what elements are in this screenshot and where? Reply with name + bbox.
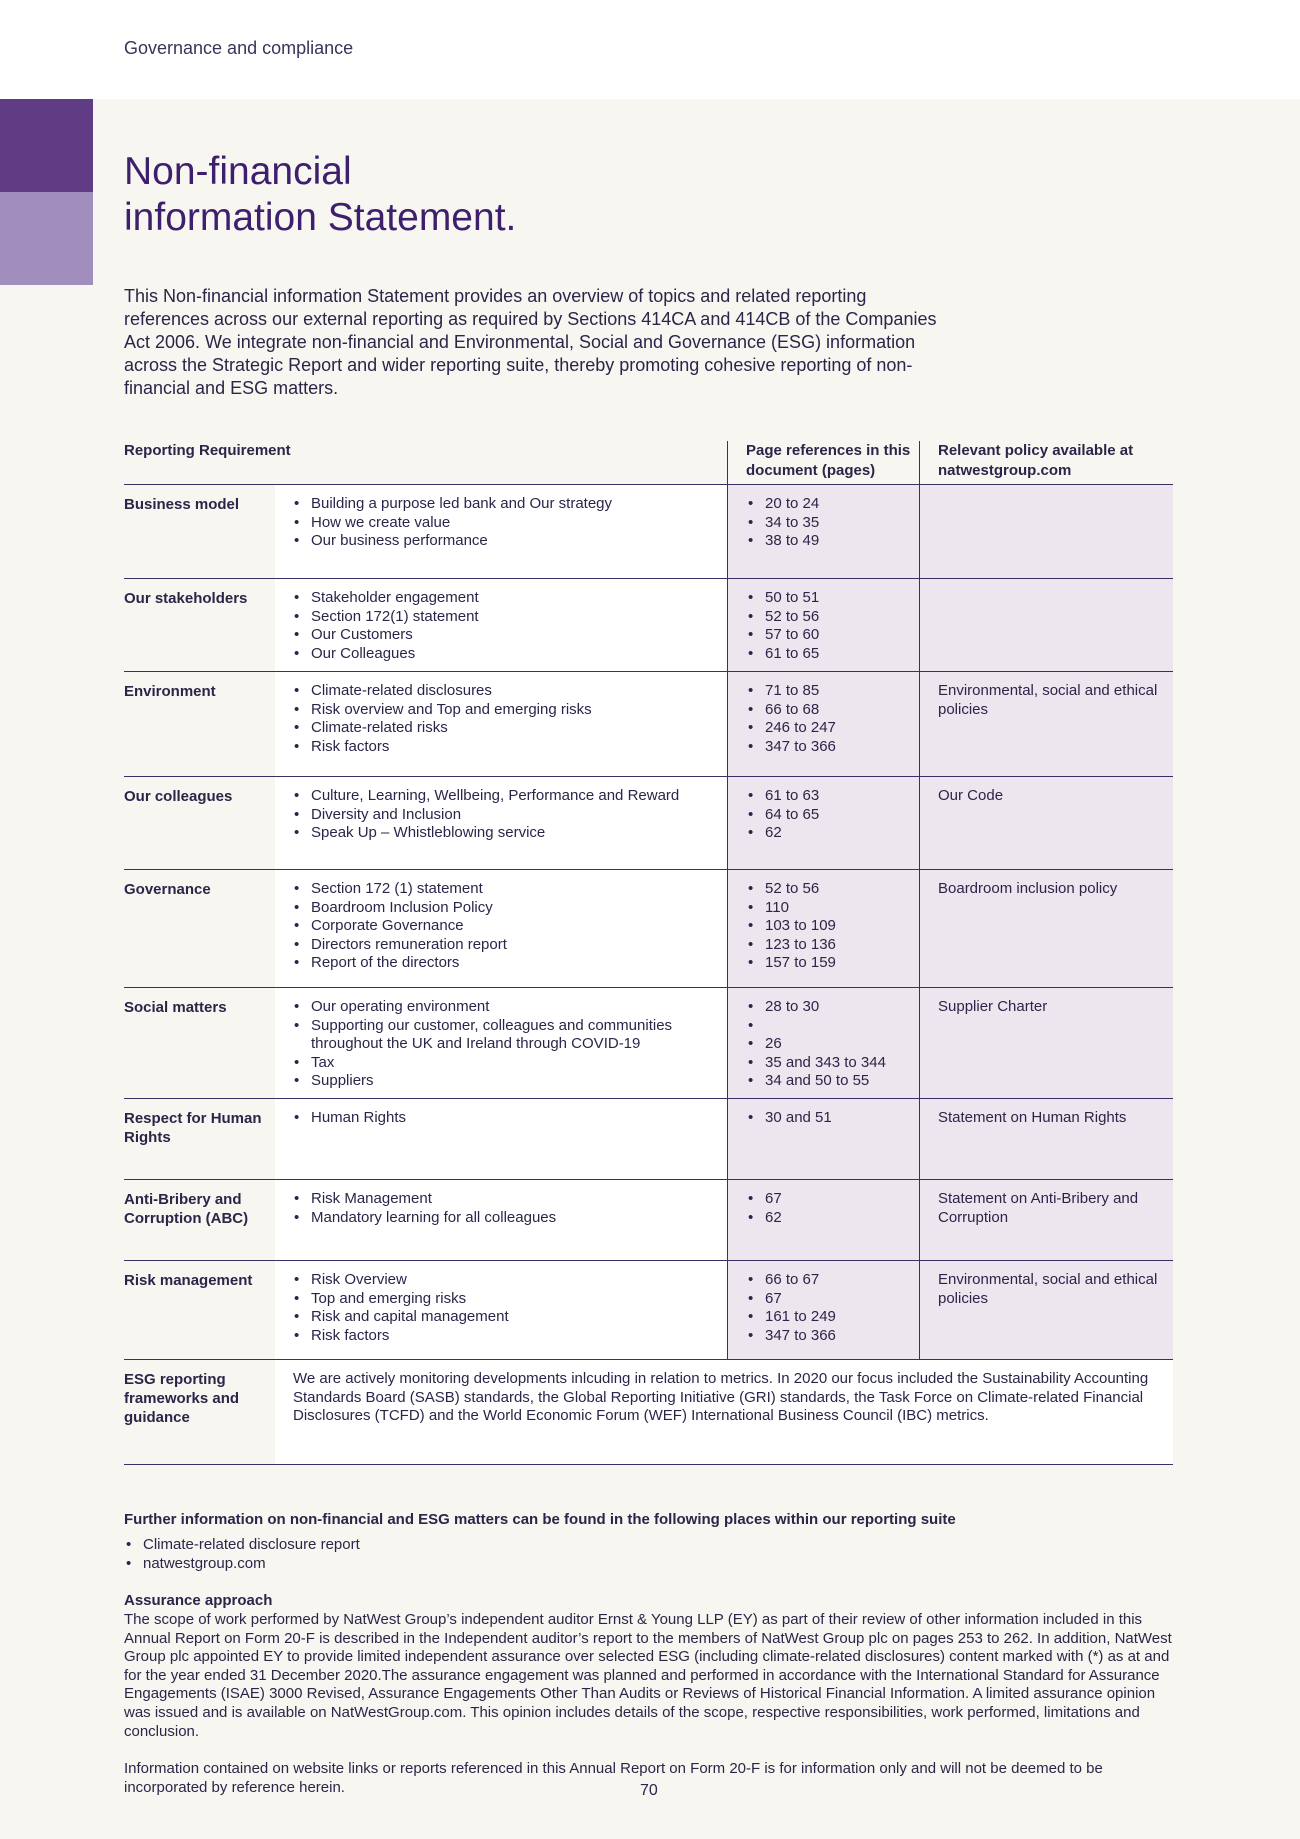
table-row — [124, 870, 1173, 988]
policy-text: Our Code — [938, 787, 1004, 804]
list-item: • 38 to 49 — [746, 532, 916, 551]
list-item: • Risk factors — [292, 1327, 722, 1346]
list-item: • 50 to 51 — [746, 589, 916, 608]
list-item: • Stakeholder engagement — [292, 589, 722, 608]
list-item: • Speak Up – Whistleblowing service — [292, 824, 722, 843]
header-reporting-requirement: Reporting Requirement — [124, 442, 291, 459]
row-label: Governance — [124, 881, 211, 898]
list-item: • Suppliers — [292, 1072, 722, 1091]
list-item: • Boardroom Inclusion Policy — [292, 899, 722, 918]
reporting-table — [124, 441, 1173, 1465]
list-item: • 110 — [746, 899, 916, 918]
list-item: • 103 to 109 — [746, 917, 916, 936]
table-row — [124, 1099, 1173, 1180]
row-label: Risk management — [124, 1272, 253, 1289]
policy-text: Supplier Charter — [938, 998, 1048, 1015]
list-item: • Risk Overview — [292, 1271, 722, 1290]
list-item: • Building a purpose led bank and Our strategy — [292, 495, 722, 514]
list-item: • 64 to 65 — [746, 806, 916, 825]
list-item: • Our business performance — [292, 532, 722, 551]
spacer — [746, 1017, 916, 1036]
list-item: • Supporting our customer, colleagues and communities throughout the UK and Ireland through COVID-19 — [292, 1017, 722, 1054]
row-label: Respect for Human Rights — [124, 1110, 262, 1146]
page-reference-list — [746, 1271, 916, 1345]
list-item: • Our operating environment — [292, 998, 722, 1017]
policy-text: Environmental, social and ethical policies — [938, 1271, 1158, 1307]
row-label: Business model — [124, 496, 240, 513]
table-row — [124, 1180, 1173, 1261]
list-item: • Human Rights — [292, 1109, 722, 1128]
list-item: • Risk and capital management — [292, 1308, 722, 1327]
policy-text: Boardroom inclusion policy — [938, 880, 1118, 897]
list-item: • Diversity and Inclusion — [292, 806, 722, 825]
page-reference-list — [746, 880, 916, 973]
topic-list — [292, 1271, 722, 1345]
row-label: ESG reporting frameworks and guidance — [124, 1371, 240, 1426]
list-item: • Climate-related risks — [292, 719, 722, 738]
topic-list — [292, 1190, 722, 1227]
list-item: • Risk overview and Top and emerging risks — [292, 701, 722, 720]
policy-text: Environmental, social and ethical policies — [938, 682, 1158, 718]
list-item: • 157 to 159 — [746, 954, 916, 973]
list-item: • Mandatory learning for all colleagues — [292, 1209, 722, 1228]
list-item: • 66 to 68 — [746, 701, 916, 720]
esg-frameworks-text: We are actively monitoring developments inlcuding in relation to metrics. In 2020 our focus included the Sustainability Accounting Standards Board (SASB) standards, the Global Reporting Initiative (GRI) standards, the Task Force on Climate-related Financial Disclosures (TCFD) and the World Economic Forum (WEF) International Business Council (IBC) metrics. — [293, 1370, 1149, 1425]
table-header — [124, 441, 1173, 485]
list-item: • Our Colleagues — [292, 645, 722, 664]
list-item: • 52 to 56 — [746, 880, 916, 899]
accent-block-dark — [0, 99, 93, 192]
list-item: • 34 and 50 to 55 — [746, 1072, 916, 1091]
list-item: • 57 to 60 — [746, 626, 916, 645]
list-item: • 61 to 65 — [746, 645, 916, 664]
assurance-heading: Assurance approach — [124, 1592, 273, 1609]
list-item: • 62 — [746, 824, 916, 843]
list-item: • Culture, Learning, Wellbeing, Performance and Reward — [292, 787, 722, 806]
list-item: • Top and emerging risks — [292, 1290, 722, 1309]
intro-paragraph: This Non-financial information Statement provides an overview of topics and related reporting references across our external reporting as required by Sections 414CA and 414CB of the Companies Act 2006. We integrate non-financial and Environmental, Social and Governance (ESG) information across the Strategic Report and wider reporting suite, thereby promoting cohesive reporting of non-financial and ESG matters. — [124, 286, 937, 398]
list-item: • 35 and 343 to 344 — [746, 1054, 916, 1073]
table-row — [124, 672, 1173, 777]
list-item: • Directors remuneration report — [292, 936, 722, 955]
topic-list — [292, 495, 722, 551]
header-relevant-policy: Relevant policy available at natwestgroup.com — [938, 442, 1134, 479]
further-info-heading: Further information on non-financial and ESG matters can be found in the following places within our reporting suite — [124, 1511, 956, 1528]
list-item: • 20 to 24 — [746, 495, 916, 514]
page-reference-list — [746, 1109, 916, 1128]
list-item: • 246 to 247 — [746, 719, 916, 738]
list-item: • 347 to 366 — [746, 738, 916, 757]
topic-list — [292, 998, 722, 1091]
list-item: • 52 to 56 — [746, 608, 916, 627]
further-info-list — [124, 1536, 360, 1573]
page-reference-list — [746, 998, 916, 1091]
page-reference-list — [746, 682, 916, 756]
list-item: • 30 and 51 — [746, 1109, 916, 1128]
page-reference-list — [746, 787, 916, 843]
list-item: • 71 to 85 — [746, 682, 916, 701]
assurance-paragraph: The scope of work performed by NatWest Group’s independent auditor Ernst & Young LLP (EY) as part of their review of other information included in this Annual Report on Form 20-F is described in the Independent auditor’s report to the members of NatWest Group plc on pages 253 to 262. In addition, NatWest Group plc appointed EY to provide limited independent assurance over selected ESG (including climate-related disclosures) content marked with (*) as at and for the year ended 31 December 2020.The assurance engagement was planned and performed in accordance with the International Standard for Assurance Engagements (ISAE) 3000 Revised, Assurance Engagements Other Than Audits or Reviews of Historical Financial Information. A limited assurance opinion was issued and is available on NatWestGroup.com. This opinion includes details of the scope, respective responsibilities, work performed, limitations and conclusion. — [124, 1611, 1172, 1740]
list-item: • 161 to 249 — [746, 1308, 916, 1327]
list-item: • Our Customers — [292, 626, 722, 645]
list-item: • natwestgroup.com — [124, 1555, 360, 1574]
row-label: Our colleagues — [124, 788, 233, 805]
list-item: • Risk factors — [292, 738, 722, 757]
list-item: • How we create value — [292, 514, 722, 533]
table-row — [124, 485, 1173, 579]
page-reference-list — [746, 1190, 916, 1227]
page-title-line-1: Non-financial — [124, 150, 352, 193]
list-item: • 28 to 30 — [746, 998, 916, 1017]
page-title-line-2: information Statement. — [124, 196, 517, 239]
section-label: Governance and compliance — [124, 38, 354, 58]
policy-text: Statement on Anti-Bribery and Corruption — [938, 1190, 1139, 1226]
topic-list — [292, 682, 722, 756]
list-item: • 67 — [746, 1290, 916, 1309]
table-row — [124, 777, 1173, 870]
table-row — [124, 579, 1173, 672]
list-item: • Climate-related disclosure report — [124, 1536, 360, 1555]
list-item: • 67 — [746, 1190, 916, 1209]
list-item: • 26 — [746, 1035, 916, 1054]
page-reference-list — [746, 589, 916, 663]
topic-list — [292, 787, 722, 843]
row-label: Environment — [124, 683, 216, 700]
page-title — [124, 149, 516, 241]
list-item: • Section 172(1) statement — [292, 608, 722, 627]
list-item: • Tax — [292, 1054, 722, 1073]
list-item: • 66 to 67 — [746, 1271, 916, 1290]
list-item: • Risk Management — [292, 1190, 722, 1209]
row-label: Our stakeholders — [124, 590, 248, 607]
accent-block-light — [0, 192, 93, 285]
topic-list — [292, 589, 722, 663]
table-row-esg — [124, 1360, 1173, 1465]
list-item: • 34 to 35 — [746, 514, 916, 533]
list-item: • Corporate Governance — [292, 917, 722, 936]
list-item: • Climate-related disclosures — [292, 682, 722, 701]
row-label: Anti-Bribery and Corruption (ABC) — [124, 1191, 249, 1227]
list-item: • Report of the directors — [292, 954, 722, 973]
table-row — [124, 988, 1173, 1099]
disclaimer-paragraph: Information contained on website links or reports referenced in this Annual Report on Form 20-F is for information only and will not be deemed to be incorporated by reference herein. — [124, 1760, 1103, 1796]
header-page-references: Page references in this document (pages) — [746, 442, 911, 479]
column-divider — [919, 441, 920, 484]
list-item: • 347 to 366 — [746, 1327, 916, 1346]
list-item: • 62 — [746, 1209, 916, 1228]
topic-list — [292, 880, 722, 973]
list-item: • 123 to 136 — [746, 936, 916, 955]
list-item: • Section 172 (1) statement — [292, 880, 722, 899]
row-label: Social matters — [124, 999, 227, 1016]
page-number: 70 — [640, 1782, 658, 1799]
table-row — [124, 1261, 1173, 1360]
topic-list — [292, 1109, 722, 1128]
policy-text: Statement on Human Rights — [938, 1109, 1127, 1126]
list-item: • 61 to 63 — [746, 787, 916, 806]
column-divider — [727, 441, 728, 484]
page-reference-list — [746, 495, 916, 551]
